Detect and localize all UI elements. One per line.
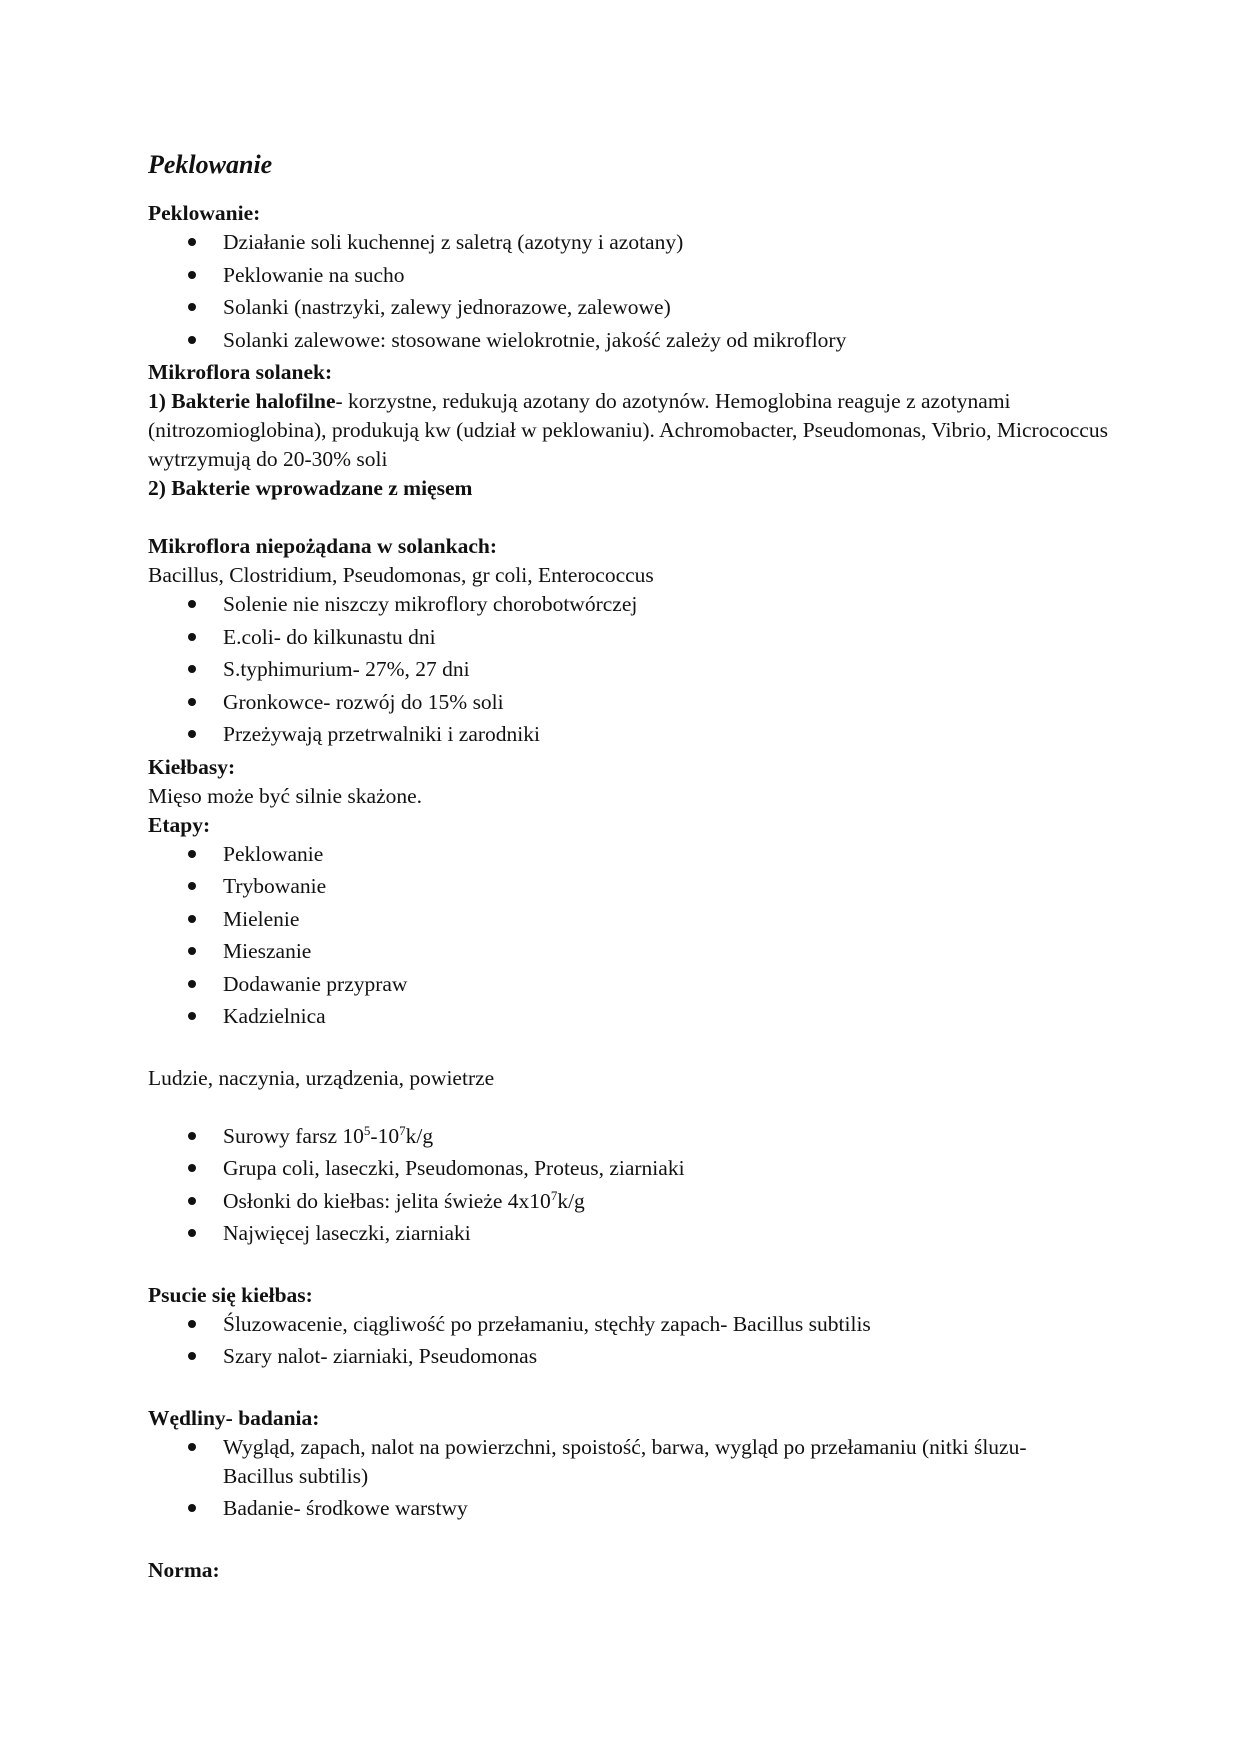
document-body <box>148 148 1108 1585</box>
list-item: Peklowanie <box>148 840 1108 869</box>
list-item: Przeżywają przetrwalniki i zarodniki <box>148 720 1108 749</box>
list-item: S.typhimurium- 27%, 27 dni <box>148 655 1108 684</box>
etapy-list <box>148 840 1108 1032</box>
list-item: Grupa coli, laseczki, Pseudomonas, Proteus, ziarniaki <box>148 1154 1108 1183</box>
list-item: Gronkowce- rozwój do 15% soli <box>148 688 1108 717</box>
list-item: Trybowanie <box>148 872 1108 901</box>
list-item: Działanie soli kuchennej z saletrą (azotyny i azotany) <box>148 228 1108 257</box>
list-item: E.coli- do kilkunastu dni <box>148 623 1108 652</box>
peklowanie-list <box>148 228 1108 355</box>
section-heading-wedliny: Wędliny- badania: <box>148 1405 320 1430</box>
list-item: Solanki zalewowe: stosowane wielokrotnie, jakość zależy od mikroflory <box>148 326 1108 355</box>
list-item: Solanki (nastrzyki, zalewy jednorazowe, zalewowe) <box>148 293 1108 322</box>
paragraph-text: - korzystne, redukują azotany do azotynów. Hemoglobina reaguje z azotynami (nitrozomioglobina), produkują kw (udział w peklowaniu). Achromobacter, Pseudomonas, Vibrio, Micrococcus wytrzymują do 20-30% soli <box>148 389 1108 471</box>
section-heading-psucie: Psucie się kiełbas: <box>148 1282 313 1307</box>
section-heading-mikroflora-niepozadana: Mikroflora niepożądana w solankach: <box>148 534 498 558</box>
subheading-bakterie-z-miesem: 2) Bakterie wprowadzane z mięsem <box>148 476 473 500</box>
list-item: Szary nalot- ziarniaki, Pseudomonas <box>148 1342 1108 1371</box>
document-title: Peklowanie <box>148 150 273 179</box>
list-item-oslonki: Osłonki do kiełbas: jelita świeże $4x10^7k/g$ <box>148 1187 1108 1216</box>
list-item: Solenie nie niszczy mikroflory chorobotwórczej <box>148 590 1108 619</box>
list-item: Kadzielnica <box>148 1002 1108 1031</box>
paragraph-bakterie-halofilne <box>148 387 1108 474</box>
section-heading-etapy: Etapy: <box>148 812 211 837</box>
section-heading-norma: Norma: <box>148 1557 220 1582</box>
list-item: Dodawanie przypraw <box>148 970 1108 999</box>
list-item: Śluzowacenie, ciągliwość po przełamaniu, stęchły zapach- Bacillus subtilis <box>148 1310 1108 1339</box>
list-item: Mielenie <box>148 905 1108 934</box>
section-heading-peklowanie: Peklowanie: <box>148 201 261 225</box>
farsz-list <box>148 1122 1108 1249</box>
psucie-list <box>148 1310 1108 1372</box>
bold-lead: 1) Bakterie halofilne <box>148 389 336 413</box>
list-item: Mieszanie <box>148 937 1108 966</box>
paragraph-bacteria-list: Bacillus, Clostridium, Pseudomonas, gr coli, Enterococcus <box>148 563 654 587</box>
list-item: Peklowanie na sucho <box>148 261 1108 290</box>
list-item: Wygląd, zapach, nalot na powierzchni, spoistość, barwa, wygląd po przełamaniu (nitki śluzu- Bacillus subtilis) <box>148 1433 1108 1491</box>
niepozadana-list <box>148 590 1108 749</box>
list-item-surowy-farsz: Surowy farsz $10^5-10^7k/g$ <box>148 1122 1108 1151</box>
paragraph-sources: Ludzie, naczynia, urządzenia, powietrze <box>148 1065 495 1090</box>
paragraph-mieso: Mięso może być silnie skażone. <box>148 783 423 808</box>
list-item: Badanie- środkowe warstwy <box>148 1494 1108 1523</box>
section-heading-kielbasy: Kiełbasy: <box>148 754 236 779</box>
list-item: Najwięcej laseczki, ziarniaki <box>148 1219 1108 1248</box>
wedliny-list <box>148 1433 1108 1524</box>
section-heading-mikroflora-solanek: Mikroflora solanek: <box>148 360 333 384</box>
